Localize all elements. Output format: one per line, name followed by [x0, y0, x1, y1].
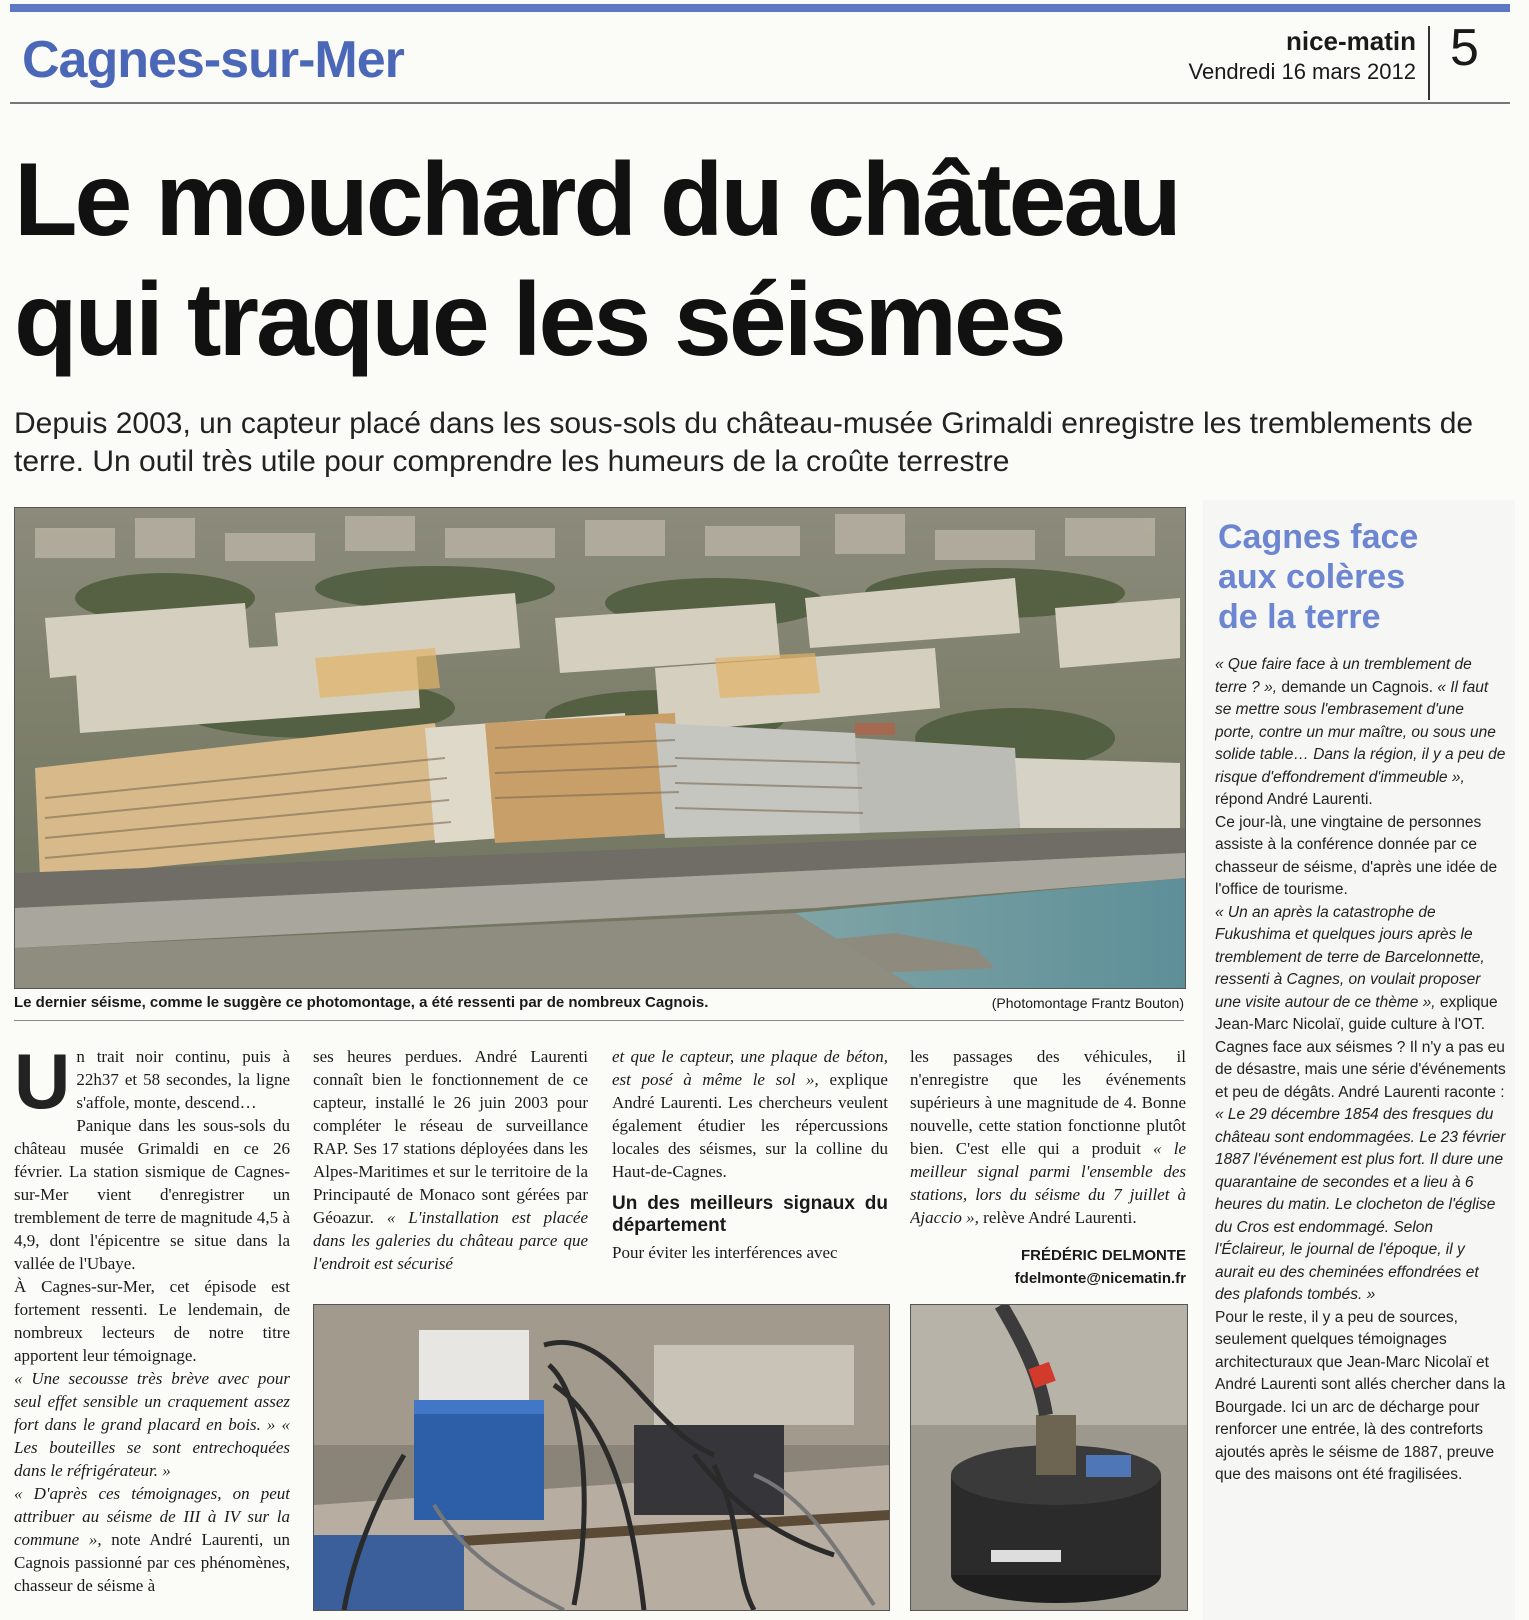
- photomontage-drawing: [15, 508, 1185, 988]
- subheading: Un des meilleurs signaux du département: [612, 1193, 888, 1236]
- quote: « Il faut se mettre sous l'embrasement d'une porte, contre un mur maître, ou sous une solide table… Dans la région, il y a peu de risque d'effondrement d'immeuble »,: [1215, 678, 1506, 786]
- sensor-drawing: [911, 1305, 1187, 1610]
- photomontage-image: [14, 507, 1186, 989]
- paragraph: [1215, 1037, 1507, 1307]
- headline-line-2: qui traque les séismes: [14, 262, 1064, 378]
- headline: [14, 140, 1514, 380]
- quote: « D'après ces témoignages, on peut attribuer au séisme de III à IV sur la commune »,: [14, 1484, 290, 1549]
- drop-cap: U: [14, 1045, 71, 1125]
- sidebar-title: [1218, 517, 1508, 637]
- text: demande un Cagnois.: [1277, 678, 1438, 696]
- article-column-3: [612, 1045, 888, 1295]
- section-title: Cagnes-sur-Mer: [22, 31, 404, 89]
- text: note André Laurenti, un Cagnois passionné par ces phénomènes, chasseur de séisme à: [14, 1530, 290, 1595]
- text: explique André Laurenti. Les chercheurs veulent également étudier les répercussions locales des séismes, sur la colline du Haut-de-Cagnes.: [612, 1070, 888, 1181]
- headline-line-1: Le mouchard du château: [14, 142, 1179, 258]
- top-color-bar: [10, 4, 1510, 12]
- equipment-drawing: [314, 1305, 889, 1610]
- text: répond André Laurenti.: [1215, 791, 1373, 808]
- quote: « Un an après la catastrophe de Fukushima et quelques jours après le tremblement de terre de Barcelonnette, ressenti à Cagnes, on voulait proposer une visite autour de ce thème »,: [1215, 903, 1485, 1011]
- paragraph: Panique dans les sous-sols du château musée Grimaldi en ce 26 février. La station sismique de Cagnes-sur-Mer vient d'enregistrer un tremblement de terre de magnitude 4,5 à 4,9, dont l'épicentre se situe dans la vallée de l'Ubaye.: [14, 1116, 290, 1273]
- text: relève André Laurenti.: [978, 1208, 1137, 1227]
- sidebar-title-line-1: Cagnes face: [1218, 518, 1419, 556]
- paragraph: n trait noir continu, puis à 22h37 et 58 secondes, la ligne s'affole, monte, descend…: [76, 1047, 290, 1112]
- text: ses heures perdues. André Laurenti connaît bien le fonctionnement de ce capteur, installé le 26 juin 2003 pour compléter le réseau de surveillance RAP. Ses 17 stations déployées dans les Alpes-Maritimes et sur le territoire de la Principauté de Monaco sont gérées par Géoazur.: [313, 1047, 588, 1227]
- text: les passages des véhicules, il n'enregistre que les événements supérieurs à une magnitude de 4. Bonne nouvelle, cette station fonctionne plutôt bien. C'est elle qui a produit: [910, 1047, 1186, 1158]
- author-name: FRÉDÉRIC DELMONTE: [1021, 1247, 1186, 1264]
- quote: « L'installation est placée dans les galeries du château parce que l'endroit est sécurisé: [313, 1208, 588, 1273]
- article-column-4: [910, 1045, 1186, 1245]
- page-number: 5: [1450, 19, 1479, 77]
- article-column-2: [313, 1045, 588, 1289]
- standfirst: Depuis 2003, un capteur placé dans les sous-sols du château-musée Grimaldi enregistre les tremblements de terre. Un outil très utile pour comprendre les humeurs de la croûte terrestre: [14, 407, 1474, 478]
- caption-rule: [14, 1020, 1184, 1021]
- paragraph: Ce jour-là, une vingtaine de personnes assiste à la conférence donnée par ce chasseur de séisme, d'après une idée de l'office de tourisme.: [1215, 813, 1498, 898]
- quote: « Une secousse très brève avec pour seul effet sensible un craquement assez fort dans le grand placard en bois. » « Les bouteilles se sont entrechoquées dans le réfrigérateur. »: [14, 1369, 290, 1480]
- sidebar-text: [1215, 654, 1507, 1614]
- seismic-sensor-photo: [910, 1304, 1188, 1611]
- paragraph: [910, 1045, 1186, 1229]
- photo-credit: (Photomontage Frantz Bouton): [991, 995, 1184, 1011]
- header-divider: [1428, 26, 1430, 100]
- paragraph: [313, 1045, 588, 1275]
- text: Cagnes face aux séismes ? Il n'y a pas eu de désastre, mais une série d'événements et peu de dégâts. André Laurenti raconte :: [1215, 1038, 1506, 1101]
- sidebar-title-line-3: de la terre: [1218, 598, 1381, 636]
- paragraph: [1215, 902, 1507, 1037]
- text: explique Jean-Marc Nicolaï, guide culture à l'OT.: [1215, 993, 1498, 1033]
- sidebar-title-line-2: aux colères: [1218, 558, 1406, 596]
- seismic-equipment-photo: [313, 1304, 890, 1611]
- newspaper-name: nice-matin: [1285, 26, 1416, 56]
- quote: « le meilleur signal parmi l'ensemble des stations, lors du séisme du 7 juillet à Ajaccio »,: [910, 1139, 1186, 1227]
- author-email: fdelmonte@nicematin.fr: [1014, 1270, 1186, 1287]
- paragraph: Pour éviter les interférences avec: [612, 1243, 838, 1262]
- article-column-1: [14, 1045, 290, 1613]
- issue-date: Vendredi 16 mars 2012: [1188, 59, 1416, 84]
- quote: « Que faire face à un tremblement de terre ? »,: [1215, 656, 1472, 696]
- paragraph: [1215, 654, 1507, 812]
- quote: « Le 29 décembre 1854 des fresques du château sont endommagées. Le 23 février 1887 l'événement est plus fort. Il dure une quarantaine de secondes et a lieu à 6 heures du matin. Le clocheton de l'église du Cros est endommagé. Selon l'Éclaireur, le journal de l'époque, il y aurait eu des cheminées effondrées et des plafonds tombés. »: [1215, 1106, 1506, 1303]
- paragraph: [14, 1367, 290, 1597]
- photo-caption: Le dernier séisme, comme le suggère ce photomontage, a été ressenti par de nombreux Cagnois.: [14, 994, 709, 1011]
- header-rule: [10, 102, 1510, 104]
- quote: et que le capteur, une plaque de béton, est posé à même le sol »,: [612, 1047, 888, 1089]
- paragraph: [612, 1045, 888, 1183]
- paragraph: Pour le reste, il y a peu de sources, seulement quelques témoignages architecturaux que Jean-Marc Nicolaï et André Laurenti sont allés chercher dans la Bourgade. Ici un arc de décharge pour renforcer une entrée, là des contreforts ajoutés après le séisme de 1887, preuve que des maisons ont été fragilisées.: [1215, 1308, 1506, 1483]
- paragraph: À Cagnes-sur-Mer, cet épisode est fortement ressenti. Le lendemain, de nombreux lecteurs de notre titre apportent leur témoignage.: [14, 1277, 290, 1365]
